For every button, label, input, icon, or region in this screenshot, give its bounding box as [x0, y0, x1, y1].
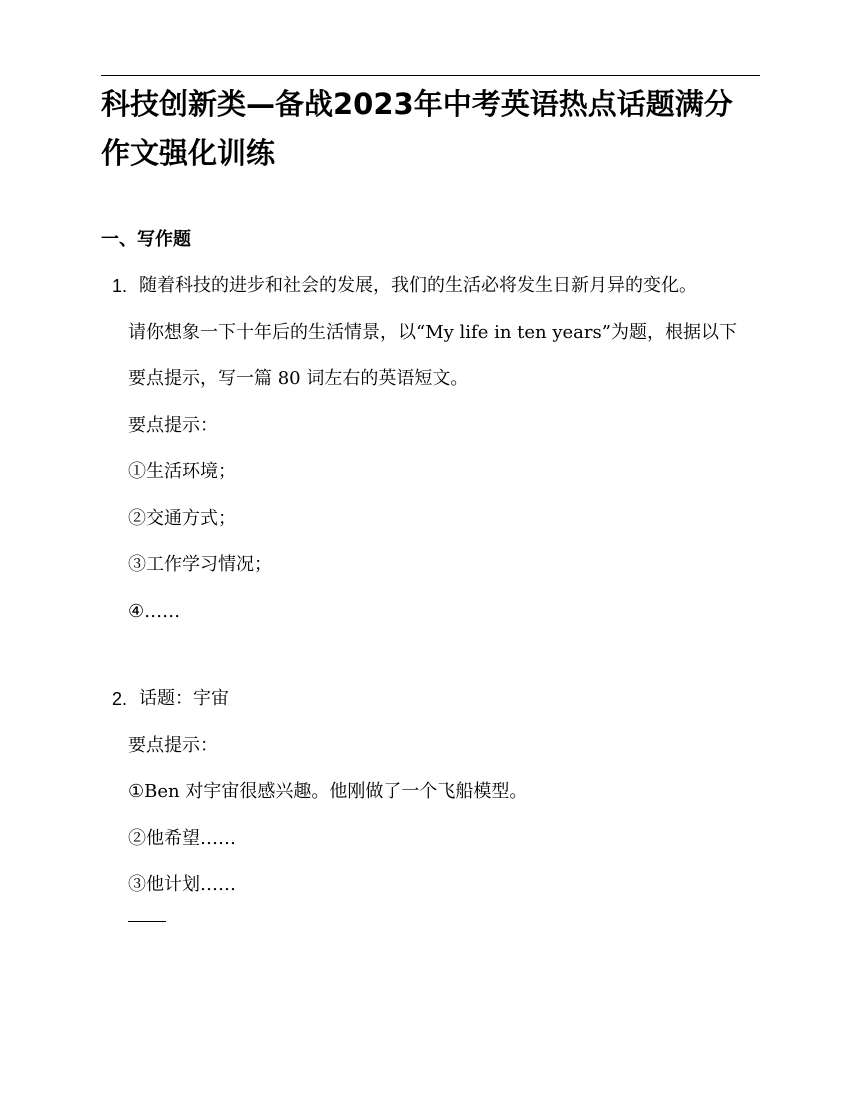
question-topic: 话题：宇宙: [139, 688, 229, 709]
question-line: 请你想象一下十年后的生活情景，以“My life in ten years”为题，根据以下: [128, 321, 737, 343]
question-line: 随着科技的进步和社会的发展，我们的生活必将发生日新月异的变化。: [139, 275, 697, 296]
hint-item: ③工作学习情况；: [128, 554, 272, 575]
hint-item: ②交通方式；: [128, 507, 236, 529]
document-title: 科技创新类—备战2023年中考英语热点话题满分作文强化训练: [101, 87, 733, 170]
hint-item: ③他计划……: [128, 874, 236, 895]
hint-heading: 要点提示：: [128, 414, 218, 436]
question-line: 要点提示，写一篇 80 词左右的英语短文。: [128, 368, 469, 389]
question-2: [112, 683, 762, 922]
hint-item: ①生活环境；: [128, 461, 236, 482]
header-rule: [101, 75, 760, 76]
hint-item: ①Ben 对宇宙很感兴趣。他刚做了一个飞船模型。: [128, 781, 528, 802]
hint-heading: 要点提示：: [128, 734, 218, 756]
question-number: 1.: [112, 276, 128, 296]
hint-item: ④……: [128, 600, 181, 622]
answer-blank-line: [128, 921, 166, 922]
question-1: [112, 270, 762, 642]
section-heading: 一、写作题: [101, 229, 191, 250]
hint-item: ②他希望……: [128, 827, 236, 849]
question-number: 2.: [112, 689, 128, 709]
